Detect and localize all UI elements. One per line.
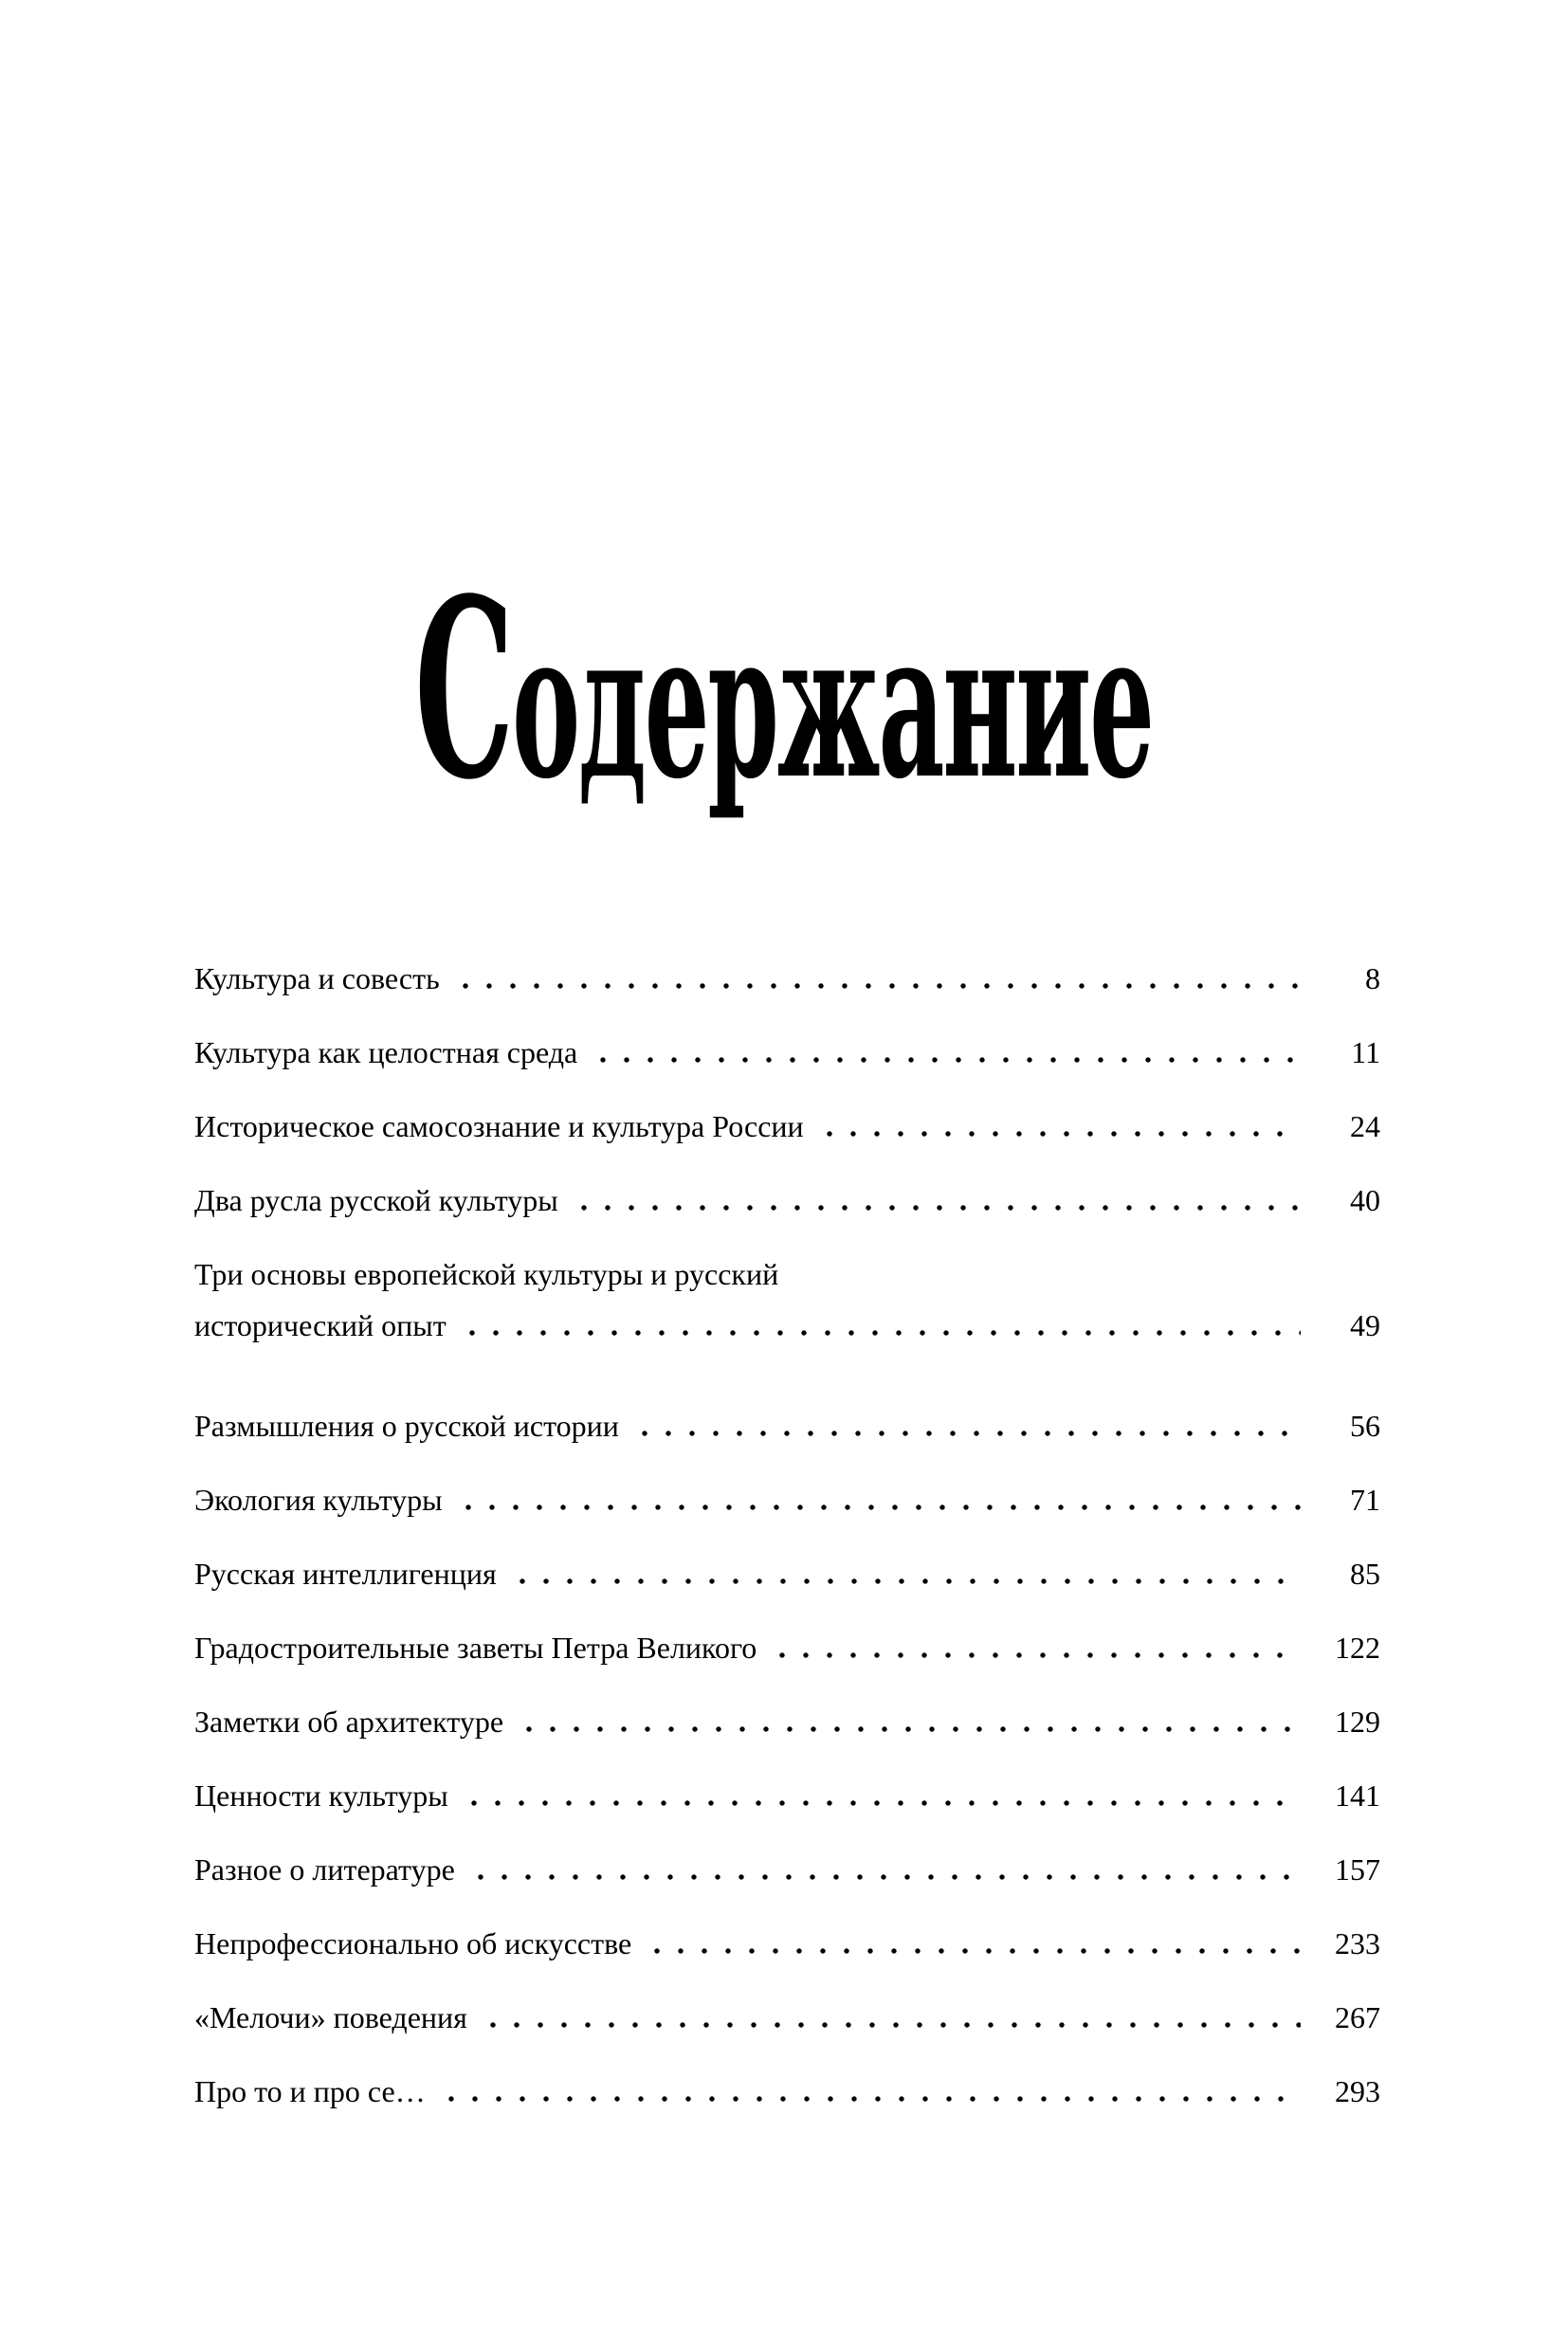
toc-entry-label: Культура и совесть <box>194 961 440 995</box>
toc-entry-label: Два русла русской культуры <box>194 1183 558 1217</box>
dot-leader <box>520 1578 1301 1584</box>
toc-entry-label: Русская интеллигенция <box>194 1557 497 1591</box>
dot-leader <box>469 1330 1301 1336</box>
toc-page-number: 11 <box>1351 1035 1380 1069</box>
toc-entry <box>194 2070 1380 2112</box>
dot-leader <box>478 1874 1301 1880</box>
toc-page-number: 56 <box>1350 1409 1380 1443</box>
toc-page-number: 122 <box>1335 1631 1380 1665</box>
dot-leader <box>654 1948 1301 1954</box>
toc-entry <box>194 1405 1380 1447</box>
toc-entry <box>194 1553 1380 1595</box>
dot-leader <box>463 983 1301 989</box>
toc-page-number: 85 <box>1350 1557 1380 1591</box>
toc-page-number: 40 <box>1350 1183 1380 1217</box>
toc-entry-label: Градостроительные заветы Петра Великого <box>194 1631 757 1665</box>
page-title-text: Содержание <box>414 545 1154 835</box>
dot-leader <box>779 1652 1301 1658</box>
dot-leader <box>490 2022 1301 2028</box>
toc-page-number: 49 <box>1350 1308 1380 1342</box>
toc-entry-label: Три основы европейской культуры и русский <box>194 1257 779 1291</box>
toc-entry-label: Про то и про се… <box>194 2074 426 2108</box>
toc-entry <box>194 1923 1380 1964</box>
toc-list <box>194 957 1380 2144</box>
dot-leader <box>471 1800 1301 1806</box>
toc-entry <box>194 1253 1380 1295</box>
toc-entry <box>194 957 1380 999</box>
toc-entry <box>194 1701 1380 1742</box>
toc-page-number: 129 <box>1335 1705 1380 1739</box>
dot-leader <box>465 1504 1301 1510</box>
toc-page-number: 293 <box>1335 2074 1380 2108</box>
toc-entry <box>194 1304 1380 1346</box>
toc-page-number: 157 <box>1335 1852 1380 1887</box>
toc-entry-label: Культура как целостная среда <box>194 1035 578 1069</box>
dot-leader <box>448 2096 1301 2102</box>
toc-entry <box>194 1479 1380 1521</box>
toc-page-number: 24 <box>1350 1109 1380 1143</box>
toc-entry-label: Разное о литературе <box>194 1852 455 1887</box>
dot-leader <box>526 1726 1301 1732</box>
toc-entry <box>194 1179 1380 1221</box>
toc-entry <box>194 1031 1380 1073</box>
dot-leader <box>827 1131 1301 1137</box>
toc-entry-label: Непрофессионально об искусстве <box>194 1926 632 1960</box>
toc-entry-label: «Мелочи» поведения <box>194 2000 467 2034</box>
toc-entry-label: Историческое самосознание и культура России <box>194 1109 804 1143</box>
toc-page-number: 71 <box>1350 1483 1380 1517</box>
toc-entry <box>194 1849 1380 1890</box>
dot-leader <box>581 1205 1301 1211</box>
toc-entry-label: Размышления о русской истории <box>194 1409 619 1443</box>
toc-entry <box>194 1996 1380 2038</box>
toc-entry-label: исторический опыт <box>194 1308 447 1342</box>
toc-page-number: 141 <box>1335 1778 1380 1813</box>
toc-entry-label: Заметки об архитектуре <box>194 1705 504 1739</box>
dot-leader <box>642 1431 1301 1436</box>
toc-entry <box>194 1105 1380 1147</box>
toc-page-number: 267 <box>1335 2000 1380 2034</box>
toc-entry <box>194 1627 1380 1668</box>
dot-leader <box>600 1057 1301 1063</box>
toc-entry-label: Ценности культуры <box>194 1778 448 1813</box>
page-title <box>0 545 1568 835</box>
toc-entry <box>194 1775 1380 1816</box>
toc-page-number: 8 <box>1365 961 1380 995</box>
toc-page-number: 233 <box>1335 1926 1380 1960</box>
toc-entry-label: Экология культуры <box>194 1483 443 1517</box>
